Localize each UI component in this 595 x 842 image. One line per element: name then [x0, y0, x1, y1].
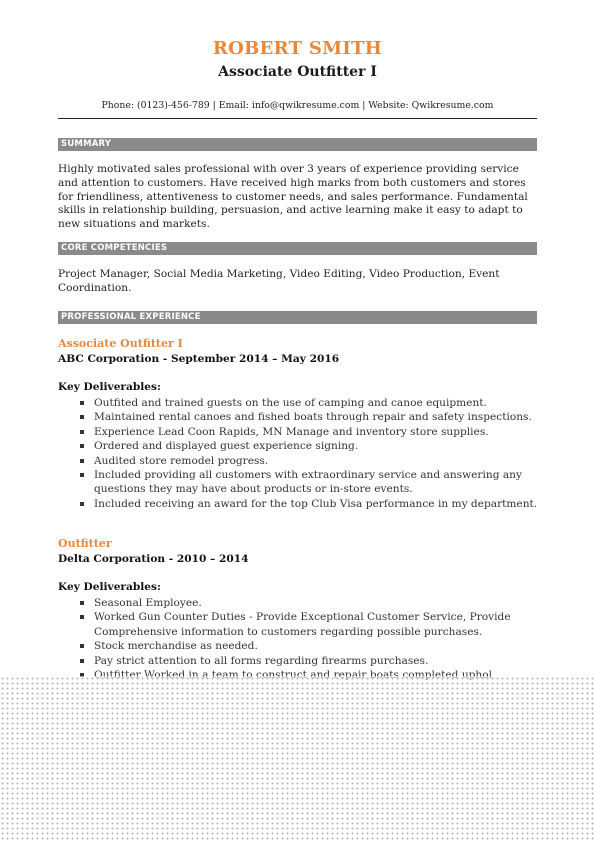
- list-item: Worked Gun Counter Duties - Provide Exceptional Customer Service, Provide Comprehensive information to customers regarding possible purchases.: [58, 610, 540, 639]
- list-item: Experience Lead Coon Rapids, MN Manage and inventory store supplies.: [58, 425, 540, 439]
- list-item: Outfited and trained guests on the use of camping and canoe equipment.: [58, 396, 540, 410]
- job-role: Associate Outfitter I: [58, 337, 183, 350]
- contact-line: Phone: (0123)-456-789 | Email: info@qwikresume.com | Website: Qwikresume.com: [101, 100, 494, 111]
- list-item: Seasonal Employee.: [58, 596, 540, 610]
- list-item: Included receiving an award for the top Club Visa performance in my department.: [58, 497, 540, 511]
- job-company: Delta Corporation - 2010 – 2014: [58, 553, 249, 565]
- list-item: Included providing all customers with extraordinary service and answering any questions they may have about products or in-store events.: [58, 468, 540, 497]
- deliverables-list: [58, 396, 540, 511]
- deliverables-list: [58, 596, 540, 682]
- deliverables-label: Key Deliverables:: [58, 581, 161, 593]
- preview-mask-overlay: [0, 676, 595, 842]
- section-header-summary: SUMMARY: [58, 138, 537, 151]
- list-item: Stock merchandise as needed.: [58, 639, 540, 653]
- deliverables-label: Key Deliverables:: [58, 381, 161, 393]
- job-company: ABC Corporation - September 2014 – May 2016: [58, 353, 340, 365]
- header-divider: [58, 118, 537, 119]
- job-role: Outfitter: [58, 537, 112, 550]
- candidate-name: ROBERT SMITH: [212, 38, 383, 59]
- list-item: Maintained rental canoes and fished boats through repair and safety inspections.: [58, 410, 540, 424]
- section-header-experience: PROFESSIONAL EXPERIENCE: [58, 311, 537, 324]
- list-item: Audited store remodel progress.: [58, 454, 540, 468]
- list-item: Ordered and displayed guest experience signing.: [58, 439, 540, 453]
- list-item: Pay strict attention to all forms regarding firearms purchases.: [58, 654, 540, 668]
- competencies-text: Project Manager, Social Media Marketing, Video Editing, Video Production, Event Coordination.: [58, 268, 500, 294]
- candidate-title: Associate Outfitter I: [218, 64, 377, 80]
- summary-text: Highly motivated sales professional with over 3 years of experience providing service and attention to customers. Have received high marks from both customers and stores for friendliness, attentiveness to customer needs, and sales performance. Fundamental skills in relationship building, persuasion, and active learning make it easy to adapt to new situations and markets.: [58, 163, 528, 231]
- section-header-competencies: CORE COMPETENCIES: [58, 242, 537, 255]
